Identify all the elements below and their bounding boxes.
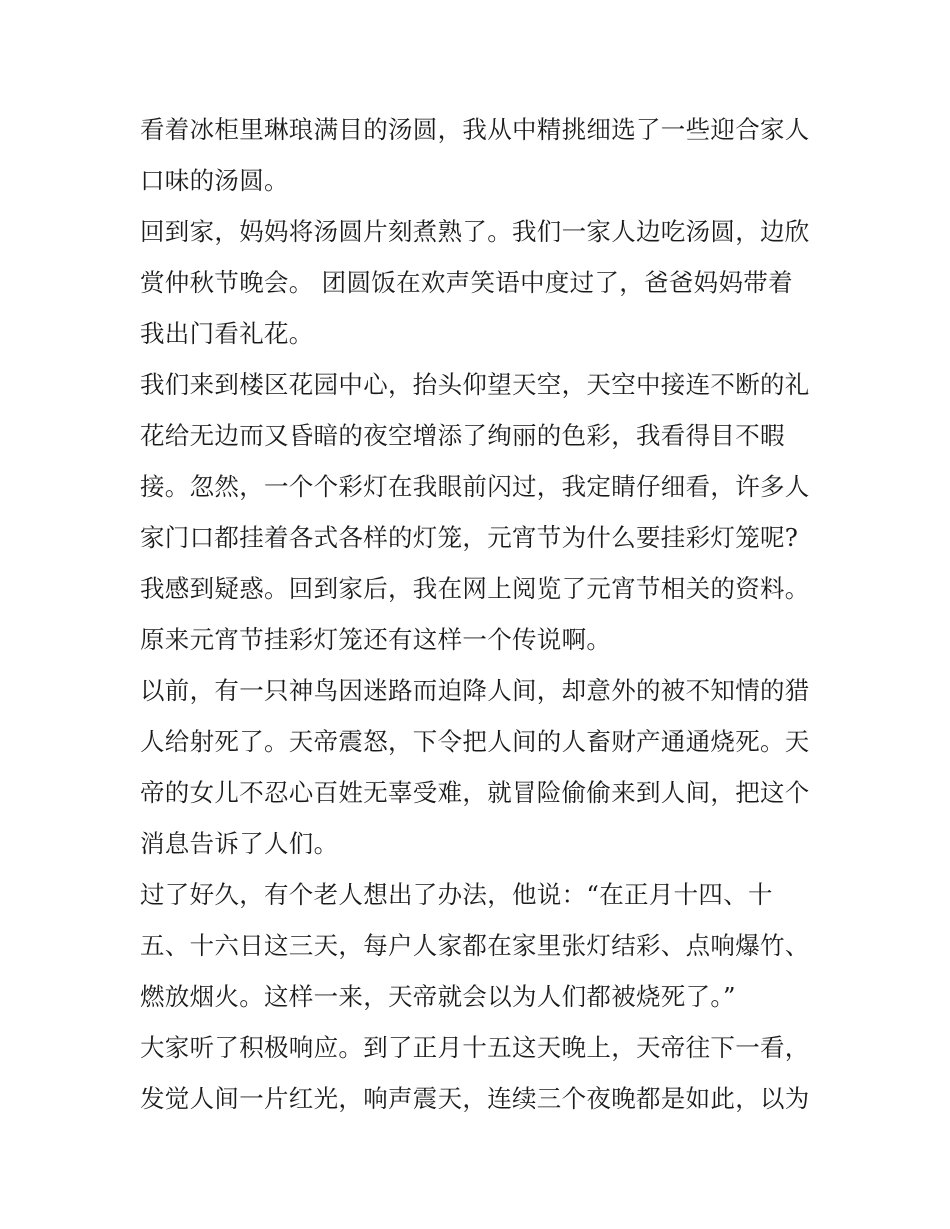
text-line-5: 我出门看礼花。 bbox=[140, 319, 314, 348]
text-line-17: 五、十六日这三天，每户人家都在家里张灯结彩、点响爆竹、 bbox=[140, 931, 810, 960]
text-line-8: 接。忽然，一个个彩灯在我眼前闪过，我定睛仔细看，许多人 bbox=[140, 472, 810, 501]
text-line-7: 花给无边而又昏暗的夜空增添了绚丽的色彩，我看得目不暇 bbox=[140, 421, 785, 450]
text-line-11: 原来元宵节挂彩灯笼还有这样一个传说啊。 bbox=[140, 625, 612, 654]
text-line-20: 发觉人间一片红光，响声震天，连续三个夜晚都是如此，以为 bbox=[140, 1084, 810, 1113]
text-line-1: 看着冰柜里琳琅满目的汤圆，我从中精挑细选了一些迎合家人 bbox=[140, 115, 810, 144]
text-line-15: 消息告诉了人们。 bbox=[140, 829, 339, 858]
document-body bbox=[140, 104, 820, 1124]
text-line-10: 我感到疑惑。回到家后，我在网上阅览了元宵节相关的资料。 bbox=[140, 574, 810, 603]
text-line-2: 口味的汤圆。 bbox=[140, 166, 289, 195]
text-line-6: 我们来到楼区花园中心，抬头仰望天空，天空中接连不断的礼 bbox=[140, 370, 810, 399]
text-line-18: 燃放烟火。这样一来，天帝就会以为人们都被烧死了。” bbox=[140, 982, 736, 1011]
text-line-13: 人给射死了。天帝震怒，下令把人间的人畜财产通通烧死。天 bbox=[140, 727, 810, 756]
text-line-4: 赏仲秋节晚会。 团圆饭在欢声笑语中度过了，爸爸妈妈带着 bbox=[140, 268, 793, 297]
text-line-9: 家门口都挂着各式各样的灯笼，元宵节为什么要挂彩灯笼呢? bbox=[140, 523, 799, 552]
text-line-16: 过了好久，有个老人想出了办法，他说：“在正月十四、十 bbox=[140, 880, 773, 909]
text-line-3: 回到家，妈妈将汤圆片刻煮熟了。我们一家人边吃汤圆，边欣 bbox=[140, 217, 810, 246]
text-line-12: 以前，有一只神鸟因迷路而迫降人间，却意外的被不知情的猎 bbox=[140, 676, 810, 705]
text-line-19: 大家听了积极响应。到了正月十五这天晚上，天帝往下一看， bbox=[140, 1033, 810, 1062]
text-line-14: 帝的女儿不忍心百姓无辜受难，就冒险偷偷来到人间，把这个 bbox=[140, 778, 810, 807]
